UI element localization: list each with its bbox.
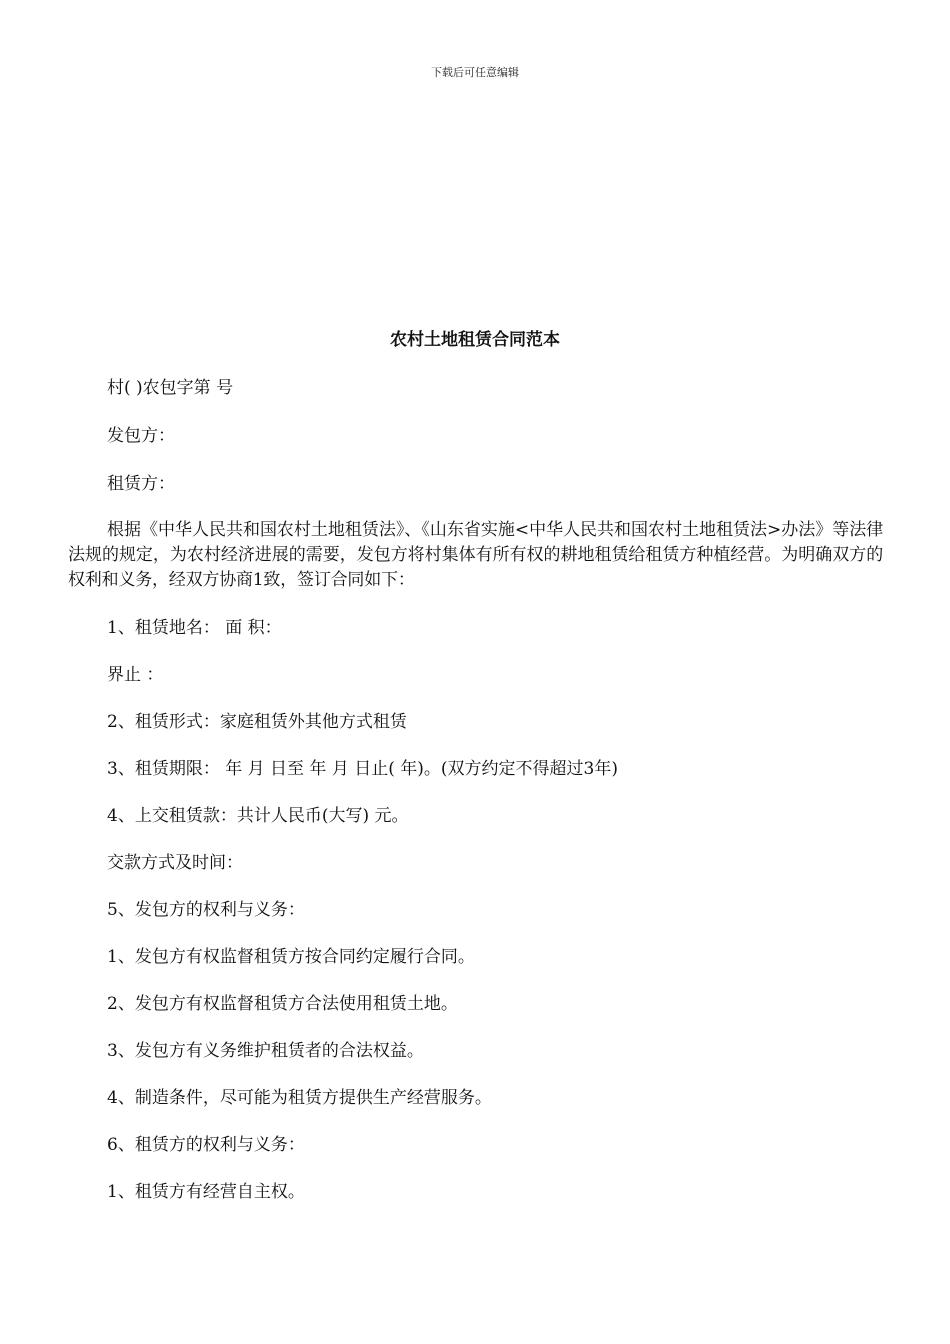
clause-5-item-4: 4、制造条件，尽可能为租赁方提供生产经营服务。 bbox=[107, 1088, 492, 1108]
document-title: 农村土地租赁合同范本 bbox=[390, 330, 560, 350]
clause-5-item-2: 2、发包方有权监督租赁方合法使用租赁土地。 bbox=[107, 994, 458, 1014]
clause-payment-method: 交款方式及时间： bbox=[107, 853, 243, 873]
clause-2-lease-form: 2、租赁形式：家庭租赁外其他方式租赁 bbox=[107, 712, 407, 732]
clause-5-item-3: 3、发包方有义务维护租赁者的合法权益。 bbox=[107, 1041, 424, 1061]
contract-number-line: 村( )农包字第 号 bbox=[107, 378, 234, 398]
clause-boundary: 界止 ： bbox=[107, 665, 164, 685]
party-a-line: 发包方： bbox=[107, 426, 175, 446]
clause-6-lessee-rights: 6、租赁方的权利与义务： bbox=[107, 1135, 305, 1155]
party-b-line: 租赁方： bbox=[107, 474, 175, 494]
clause-1-land-name: 1、租赁地名： 面 积： bbox=[107, 618, 282, 638]
preamble-paragraph: 根据《中华人民共和国农村土地租赁法》、《山东省实施<中华人民共和国农村土地租赁法>办法》等法律法规的规定，为农村经济进展的需要，发包方将村集体有所有权的耕地租赁给租赁方种植经营。为明确双方的权利和义务，经双方协商1致，签订合同如下： bbox=[68, 520, 883, 590]
header-note: 下载后可任意编辑 bbox=[431, 66, 519, 79]
clause-5-lessor-rights: 5、发包方的权利与义务： bbox=[107, 900, 305, 920]
clause-5-item-1: 1、发包方有权监督租赁方按合同约定履行合同。 bbox=[107, 947, 475, 967]
clause-3-lease-term: 3、租赁期限： 年 月 日至 年 月 日止( 年)。(双方约定不得超过3年) bbox=[107, 759, 618, 779]
clause-6-item-1: 1、租赁方有经营自主权。 bbox=[107, 1182, 305, 1202]
clause-4-lease-payment: 4、上交租赁款：共计人民币(大写) 元。 bbox=[107, 806, 409, 826]
